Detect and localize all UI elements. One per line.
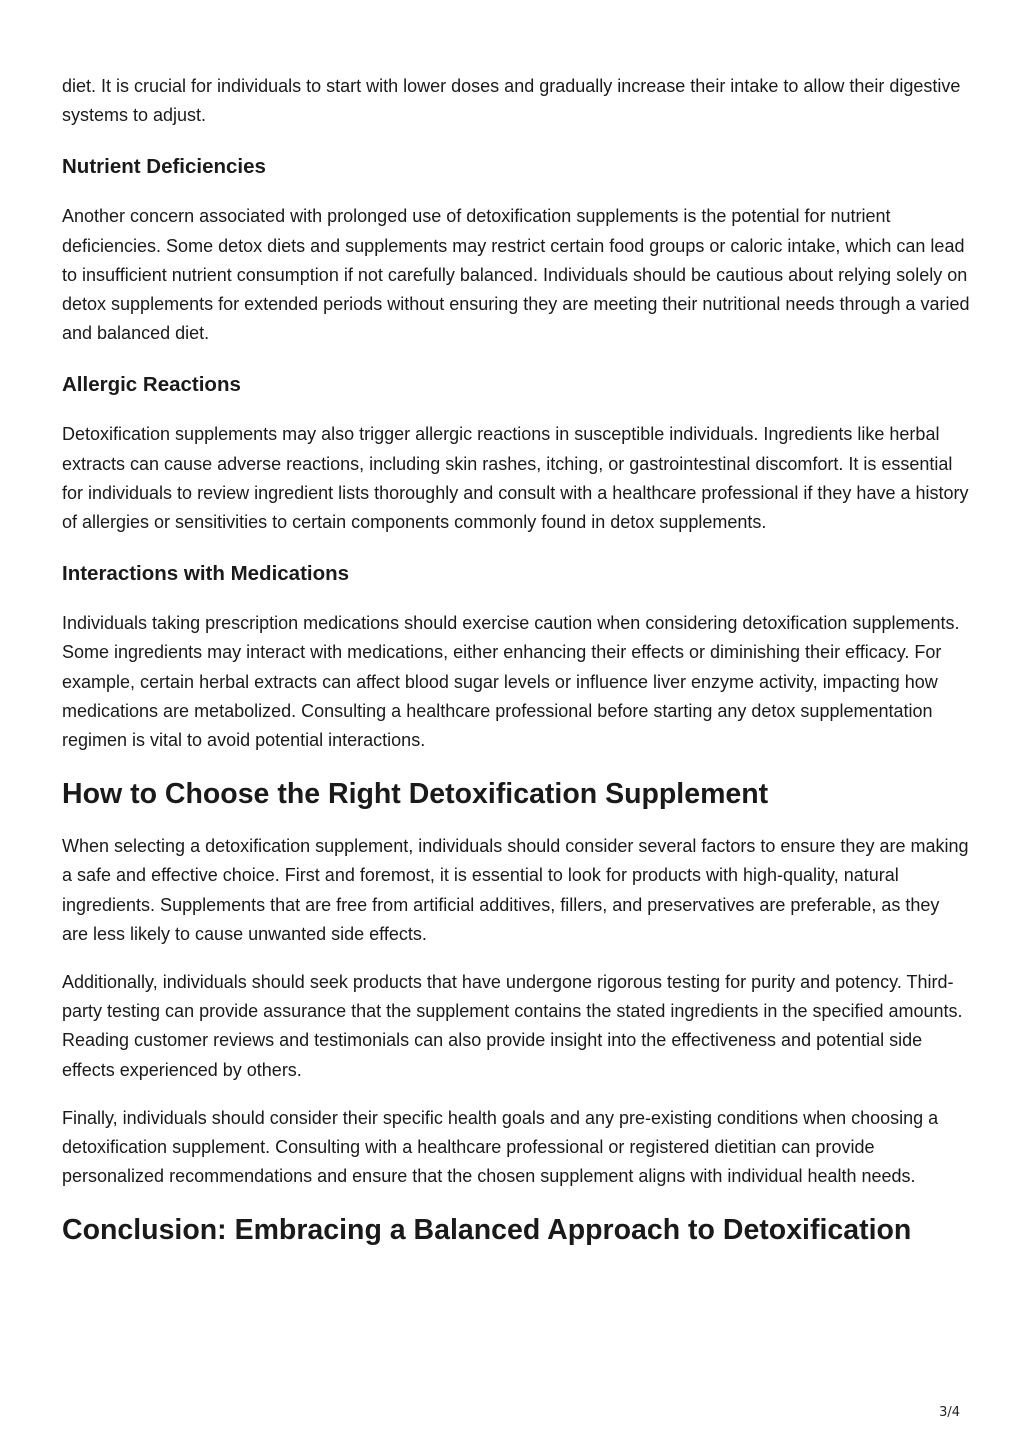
heading-conclusion: Conclusion: Embracing a Balanced Approach to Detoxification (62, 1214, 912, 1247)
choose-paragraph-2: Additionally, individuals should seek products that have undergone rigorous testing for purity and potency. Third-party testing can provide assurance that the supplement contains the stated ingredients in the specified amounts. Reading customer reviews and testimonials can also provide insight into the effectiveness and potential side effects experienced by others. (62, 972, 963, 1080)
nutrient-deficiencies-paragraph: Another concern associated with prolonged use of detoxification supplements is the potential for nutrient deficiencies. Some detox diets and supplements may restrict certain food groups or caloric intake, which can lead to insufficient nutrient consumption if not carefully balanced. Individuals should be cautious about relying solely on detox supplements for extended periods without ensuring they are meeting their nutritional needs through a varied and balanced diet. (62, 206, 970, 344)
choose-paragraph-3: Finally, individuals should consider their specific health goals and any pre-existing conditions when choosing a detoxification supplement. Consulting with a healthcare professional or registered dietitian can provide personalized recommendations and ensure that the chosen supplement aligns with individual health needs. (62, 1107, 939, 1187)
heading-nutrient-deficiencies: Nutrient Deficiencies (62, 155, 266, 179)
heading-interactions-with-medications: Interactions with Medications (62, 562, 350, 586)
document-page (62, 72, 970, 1249)
choose-paragraph-1: When selecting a detoxification supplement, individuals should consider several factors to ensure they are making a safe and effective choice. First and foremost, it is essential to look for products with high-quality, natural ingredients. Supplements that are free from artificial additives, fillers, and preservatives are preferable, as they are less likely to cause unwanted side effects. (62, 836, 969, 944)
page-number: 3/4 (939, 1405, 960, 1420)
heading-how-to-choose: How to Choose the Right Detoxification Supplement (62, 778, 769, 811)
allergic-reactions-paragraph: Detoxification supplements may also trigger allergic reactions in susceptible individuals. Ingredients like herbal extracts can cause adverse reactions, including skin rashes, itching, or gastrointestinal discomfort. It is essential for individuals to review ingredient lists thoroughly and consult with a healthcare professional if they have a history of allergies or sensitivities to certain components commonly found in detox supplements. (62, 424, 969, 533)
interactions-paragraph: Individuals taking prescription medications should exercise caution when considering detoxification supplements. Some ingredients may interact with medications, either enhancing their effects or diminishing their efficacy. For example, certain herbal extracts can affect blood sugar levels or influence liver enzyme activity, impacting how medications are metabolized. Consulting a healthcare professional before starting any detox supplementation regimen is vital to avoid potential interactions. (62, 613, 960, 751)
intro-paragraph: diet. It is crucial for individuals to start with lower doses and gradually increase their intake to allow their digestive systems to adjust. (62, 76, 961, 126)
heading-allergic-reactions: Allergic Reactions (62, 373, 241, 397)
